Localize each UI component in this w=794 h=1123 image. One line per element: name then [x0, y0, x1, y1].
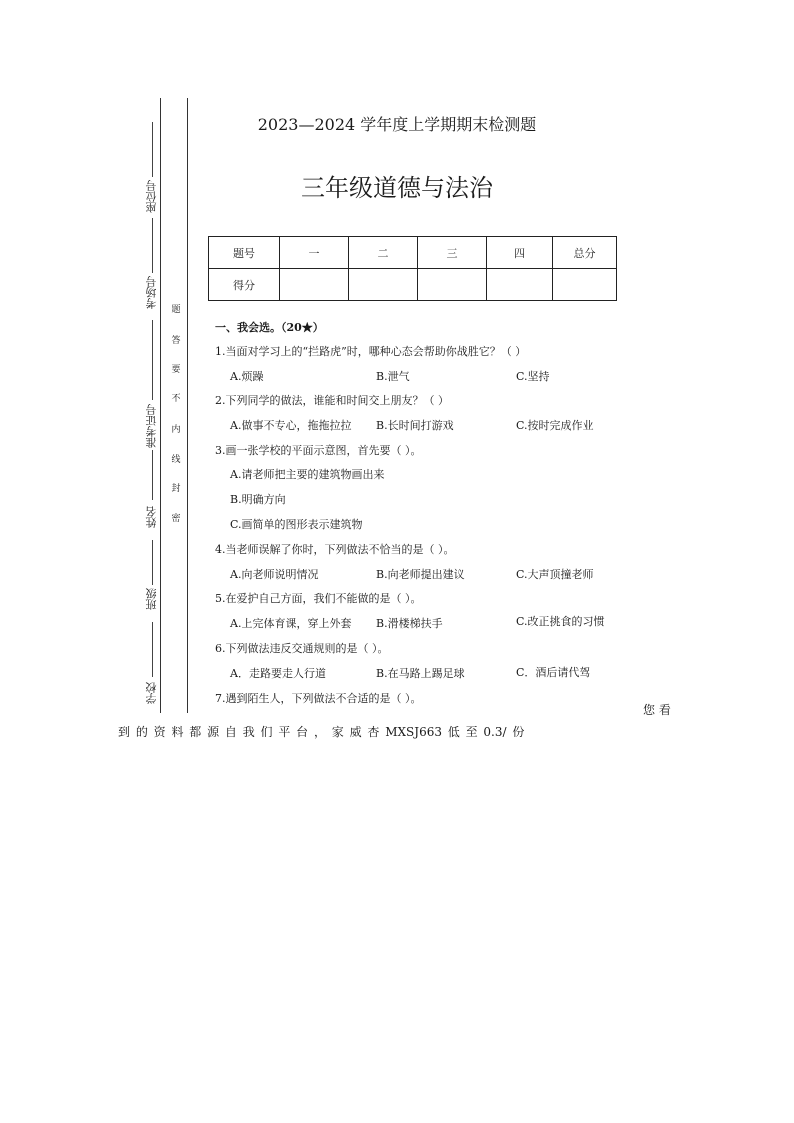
seal-char: 答 — [171, 336, 181, 346]
option-2b[interactable]: B.长时间打游戏 — [376, 419, 454, 432]
seal-char: 题 — [171, 305, 181, 315]
class-label: 班级 — [145, 588, 158, 610]
score-input-cell[interactable] — [487, 269, 553, 301]
option-2c[interactable]: C.按时完成作业 — [516, 419, 594, 432]
question-1: 1.当面对学习上的“拦路虎”时，哪种心态会帮助你战胜它？（ ） — [215, 345, 527, 358]
exam-term-title: 2023—2024 学年度上学期期末检测题 — [257, 115, 537, 134]
seal-char: 内 — [171, 425, 181, 435]
margin-rule-school — [152, 622, 153, 677]
option-4a[interactable]: A.向老师说明情况 — [230, 568, 319, 581]
score-input-cell[interactable] — [418, 269, 487, 301]
seat-number-label: 座位号 — [145, 180, 158, 213]
option-4c[interactable]: C.大声顶撞老师 — [516, 568, 594, 581]
option-2a[interactable]: A.做事不专心，拖拖拉拉 — [230, 419, 352, 432]
option-6a[interactable]: A．走路要走人行道 — [230, 667, 326, 680]
option-5a[interactable]: A.上完体育课，穿上外套 — [230, 617, 352, 630]
score-input-cell[interactable] — [280, 269, 349, 301]
seal-char: 封 — [171, 484, 181, 494]
table-row — [209, 237, 617, 269]
option-3a[interactable]: A.请老师把主要的建筑物画出来 — [230, 468, 385, 481]
promo-text-line-1: 您 看 — [643, 703, 671, 717]
table-cell: 四 — [487, 237, 553, 269]
margin-rule-room — [152, 218, 153, 273]
margin-rule-ticket — [152, 320, 153, 400]
score-table — [208, 236, 617, 301]
margin-rule-name — [152, 450, 153, 500]
exam-room-label: 考场号 — [145, 276, 158, 309]
question-6: 6.下列做法违反交通规则的是（ ）。 — [215, 642, 389, 655]
option-1b[interactable]: B.泄气 — [376, 370, 410, 383]
option-5c[interactable]: C.改正挑食的习惯 — [516, 615, 605, 628]
question-3: 3.画一张学校的平面示意图，首先要（ ）。 — [215, 444, 422, 457]
table-cell: 总分 — [553, 237, 617, 269]
school-label: 学校 — [145, 682, 158, 704]
ticket-number-label: 准考证号 — [145, 404, 158, 448]
table-row — [209, 269, 617, 301]
question-4: 4.当老师误解了你时，下列做法不恰当的是（ ）。 — [215, 543, 455, 556]
exam-subject-title: 三年级道德与法治 — [301, 174, 493, 202]
promo-text-line-2: 到 的 资 料 都 源 自 我 们 平 台 ， 家 威 杏 MXSJ663 低 至 0.3/ 份 — [118, 725, 525, 739]
option-1a[interactable]: A.烦躁 — [230, 370, 264, 383]
option-6c[interactable]: C．酒后请代驾 — [516, 666, 591, 679]
table-cell: 一 — [280, 237, 349, 269]
table-cell: 二 — [349, 237, 418, 269]
option-3c[interactable]: C.画简单的图形表示建筑物 — [230, 518, 363, 531]
table-cell: 三 — [418, 237, 487, 269]
seal-char: 密 — [171, 514, 181, 524]
option-6b[interactable]: B.在马路上踢足球 — [376, 667, 465, 680]
seal-char: 不 — [171, 394, 181, 404]
option-5b[interactable]: B.滑楼梯扶手 — [376, 617, 443, 630]
option-4b[interactable]: B.向老师提出建议 — [376, 568, 465, 581]
seal-char: 线 — [171, 455, 181, 465]
score-input-cell[interactable] — [553, 269, 617, 301]
score-input-cell[interactable] — [349, 269, 418, 301]
section-title: 一、我会选。（20★） — [215, 321, 324, 334]
margin-rule-class — [152, 540, 153, 585]
seal-char: 要 — [171, 365, 181, 375]
table-cell: 得分 — [209, 269, 280, 301]
question-2: 2.下列同学的做法，谁能和时间交上朋友？（ ） — [215, 394, 449, 407]
question-7: 7.遇到陌生人，下列做法不合适的是（ ）。 — [215, 692, 422, 705]
question-5: 5.在爱护自己方面，我们不能做的是（ ）。 — [215, 592, 422, 605]
option-3b[interactable]: B.明确方向 — [230, 493, 286, 506]
table-cell: 题号 — [209, 237, 280, 269]
name-label: 姓名 — [145, 506, 158, 528]
option-1c[interactable]: C.坚持 — [516, 370, 550, 383]
